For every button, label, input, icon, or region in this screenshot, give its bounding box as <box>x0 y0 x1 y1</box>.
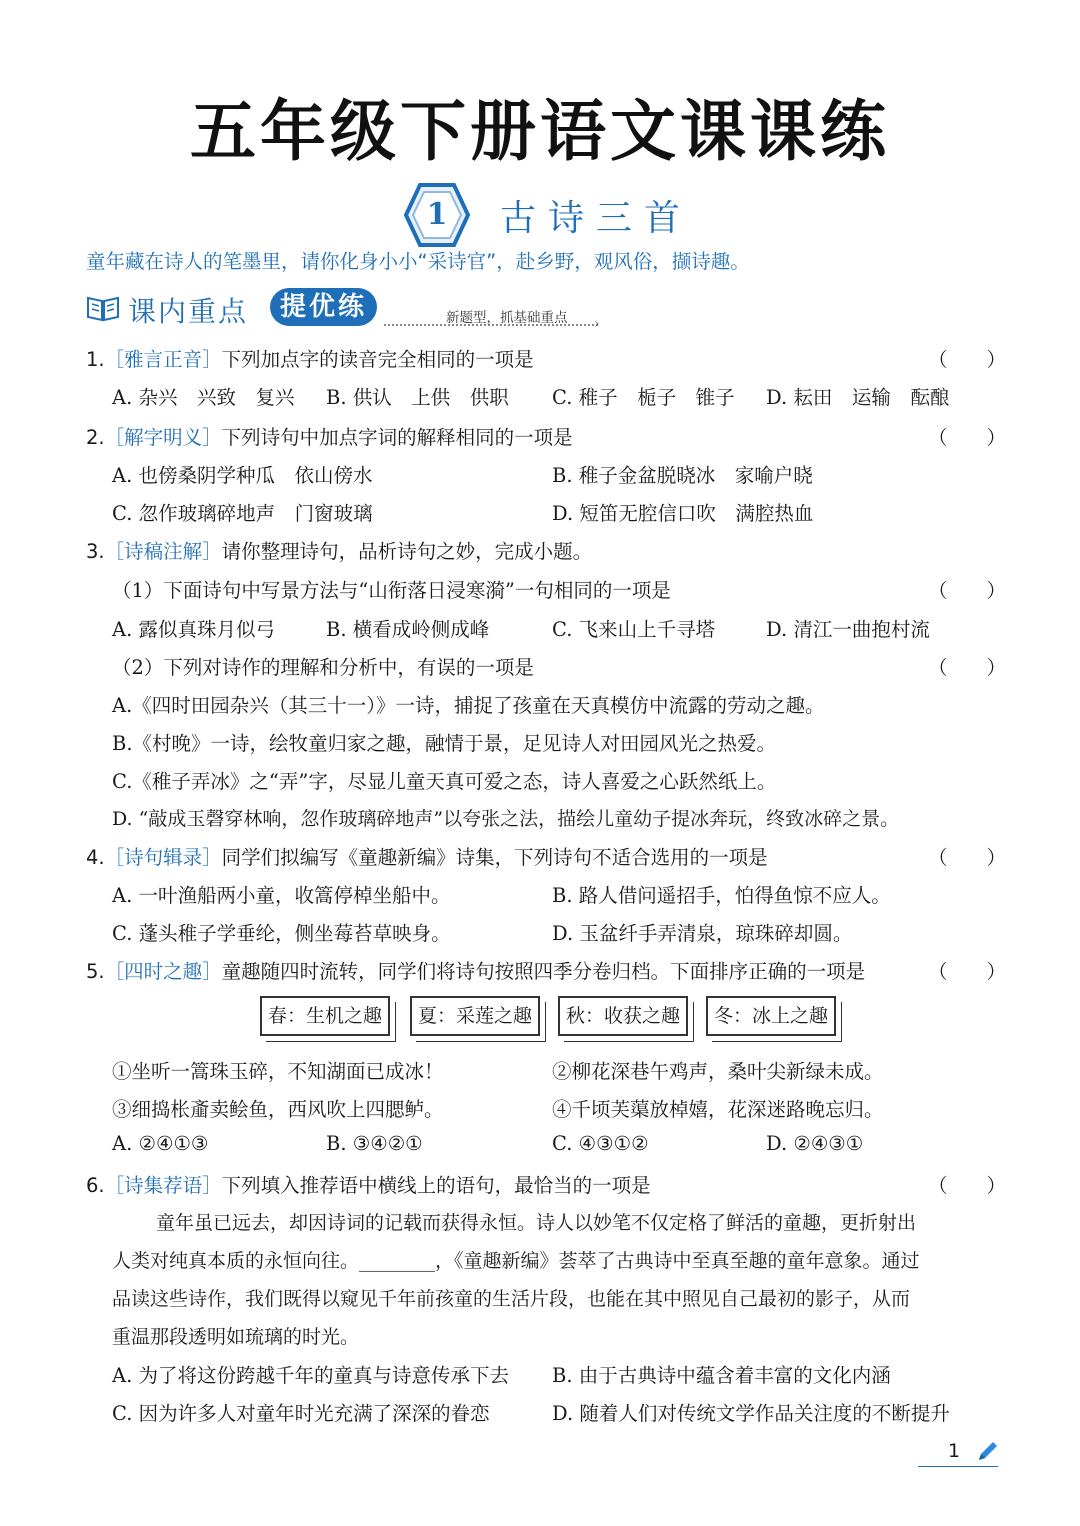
option-b[interactable]: B. 供认 上供 供职 <box>326 386 509 409</box>
page-number-underline <box>918 1466 998 1467</box>
question-stem: 同学们拟编写《童趣新编》诗集，下列诗句不适合选用的一项是 <box>221 846 768 869</box>
question-4 <box>86 842 996 870</box>
option-a[interactable]: A. ②④①③ <box>112 1132 209 1155</box>
question-tag: ［诗稿注解］ <box>104 540 222 563</box>
question-5 <box>86 956 996 984</box>
answer-blank[interactable]: （ ） <box>928 426 1007 449</box>
option-b[interactable]: B. 稚子金盆脱晓冰 家喻户晓 <box>552 464 813 487</box>
answer-blank[interactable]: （ ） <box>928 579 1007 602</box>
section-title: 课内重点 <box>128 295 249 328</box>
option-d[interactable]: D. 玉盆纤手弄清泉，琼珠碎却圆。 <box>552 922 853 945</box>
season-card-autumn: 秋：收获之趣 <box>558 996 688 1036</box>
option-c[interactable]: C. 稚子 栀子 锥子 <box>552 386 735 409</box>
option-a[interactable]: A. 露似真珠月似弓 <box>112 618 275 641</box>
question-tag: ［诗句辑录］ <box>104 846 222 869</box>
question-stem: 下列填入推荐语中横线上的语句，最恰当的一项是 <box>221 1174 651 1197</box>
option-c[interactable]: C. 忽作玻璃碎地声 门窗玻璃 <box>112 502 373 525</box>
question-number: 1. <box>86 348 105 371</box>
question-stem: 请你整理诗句，品析诗句之妙，完成小题。 <box>221 540 593 563</box>
question-tag: ［四时之趣］ <box>104 960 222 983</box>
option-a[interactable]: A. 一叶渔船两小童，收篙停棹坐船中。 <box>112 884 451 907</box>
poem-line-3: ③细捣枨齑卖鲙鱼，西风吹上四腮鲈。 <box>112 1098 444 1121</box>
option-c[interactable]: C.《稚子弄冰》之“弄”字，尽显儿童天真可爱之态，诗人喜爱之心跃然纸上。 <box>112 770 777 793</box>
poem-line-1: ①坐听一篙珠玉碎，不知湖面已成冰！ <box>112 1060 444 1083</box>
passage-line: 重温那段透明如琉璃的时光。 <box>112 1326 360 1348</box>
question-number: 3. <box>86 540 105 563</box>
page-title: 五年级下册语文课课练 <box>190 93 890 170</box>
option-c[interactable]: C. 蓬头稚子学垂纶，侧坐莓苔草映身。 <box>112 922 451 945</box>
option-a[interactable]: A.《四时田园杂兴（其三十一）》一诗，捕捉了孩童在天真模仿中流露的劳动之趣。 <box>112 694 825 717</box>
lesson-header <box>404 182 724 248</box>
subquestion-2: （2）下列对诗作的理解和分析中，有误的一项是 <box>112 656 534 679</box>
section-badge: 提优练 <box>270 288 377 326</box>
answer-blank[interactable]: （ ） <box>928 960 1007 983</box>
answer-blank[interactable]: （ ） <box>928 348 1007 371</box>
question-stem: 童趣随四时流转，同学们将诗句按照四季分卷归档。下面排序正确的一项是 <box>221 960 866 983</box>
option-c[interactable]: C. ④③①② <box>552 1132 649 1155</box>
answer-blank[interactable]: （ ） <box>928 846 1007 869</box>
option-c[interactable]: C. 因为许多人对童年时光充满了深深的眷恋 <box>112 1402 490 1425</box>
passage-line: 品读这些诗作，我们既得以窥见千年前孩童的生活片段，也能在其中照见自己最初的影子，从而 <box>112 1288 911 1310</box>
option-b[interactable]: B. 由于古典诗中蕴含着丰富的文化内涵 <box>552 1364 891 1387</box>
question-1 <box>86 344 996 372</box>
pencil-icon <box>975 1438 1001 1464</box>
question-tag: ［雅言正音］ <box>104 348 222 371</box>
option-d[interactable]: D. ②④③① <box>766 1132 864 1155</box>
option-d[interactable]: D. 耘田 运输 酝酿 <box>766 386 950 409</box>
question-number: 2. <box>86 426 105 449</box>
question-6 <box>86 1170 996 1198</box>
question-number: 6. <box>86 1174 105 1197</box>
season-card-spring: 春：生机之趣 <box>260 996 390 1036</box>
section-header <box>86 286 626 332</box>
option-a[interactable]: A. 也傍桑阴学种瓜 依山傍水 <box>112 464 373 487</box>
question-number: 5. <box>86 960 105 983</box>
answer-blank[interactable]: （ ） <box>928 1174 1007 1197</box>
page-number: 1 <box>948 1440 961 1462</box>
answer-blank[interactable]: （ ） <box>928 656 1007 679</box>
question-stem: 下列加点字的读音完全相同的一项是 <box>221 348 534 371</box>
arrow-right-icon: › <box>594 316 600 332</box>
passage-line: 人类对纯真本质的永恒向往。________，《童趣新编》荟萃了古典诗中至真至趣的童年意象。通过 <box>112 1250 920 1272</box>
passage-line: 童年虽已远去，却因诗词的记载而获得永恒。诗人以妙笔不仅定格了鲜活的童趣，更折射出 <box>156 1212 917 1234</box>
lesson-number: 1 <box>426 197 448 232</box>
book-icon <box>86 294 120 322</box>
option-b[interactable]: B. ③④②① <box>326 1132 423 1155</box>
poem-line-4: ④千顷芙蕖放棹嬉，花深迷路晚忘归。 <box>552 1098 884 1121</box>
option-c[interactable]: C. 飞来山上千寻塔 <box>552 618 716 641</box>
section-subtitle: 新题型，抓基础重点 <box>446 310 568 326</box>
option-d[interactable]: D. “敲成玉磬穿林响，忽作玻璃碎地声”以夸张之法，描绘儿童幼子提冰奔玩，终致冰碎之景。 <box>112 808 900 830</box>
question-number: 4. <box>86 846 105 869</box>
option-a[interactable]: A. 杂兴 兴致 复兴 <box>112 386 295 409</box>
option-b[interactable]: B. 路人借问遥招手，怕得鱼惊不应人。 <box>552 884 891 907</box>
subquestion-1: （1）下面诗句中写景方法与“山衔落日浸寒漪”一句相同的一项是 <box>112 579 671 602</box>
season-cards <box>260 996 860 1044</box>
option-b[interactable]: B. 横看成岭侧成峰 <box>326 618 490 641</box>
lesson-title: 古诗三首 <box>500 198 693 239</box>
option-a[interactable]: A. 为了将这份跨越千年的童真与诗意传承下去 <box>112 1364 509 1387</box>
question-tag: ［诗集荐语］ <box>104 1174 222 1197</box>
question-tag: ［解字明义］ <box>104 426 222 449</box>
season-card-summer: 夏：采莲之趣 <box>410 996 540 1036</box>
question-stem: 下列诗句中加点字词的解释相同的一项是 <box>221 426 573 449</box>
option-b[interactable]: B.《村晚》一诗，绘牧童归家之趣，融情于景，足见诗人对田园风光之热爱。 <box>112 732 777 755</box>
question-3 <box>86 536 996 564</box>
poem-line-2: ②柳花深巷午鸡声，桑叶尖新绿未成。 <box>552 1060 884 1083</box>
option-d[interactable]: D. 随着人们对传统文学作品关注度的不断提升 <box>552 1402 950 1425</box>
option-d[interactable]: D. 短笛无腔信口吹 满腔热血 <box>552 502 814 525</box>
option-d[interactable]: D. 清江一曲抱村流 <box>766 618 930 641</box>
season-card-winter: 冬：冰上之趣 <box>706 996 836 1036</box>
lesson-intro: 童年藏在诗人的笔墨里，请你化身小小“采诗官”，赴乡野，观风俗，撷诗趣。 <box>86 250 750 273</box>
question-2 <box>86 422 996 450</box>
